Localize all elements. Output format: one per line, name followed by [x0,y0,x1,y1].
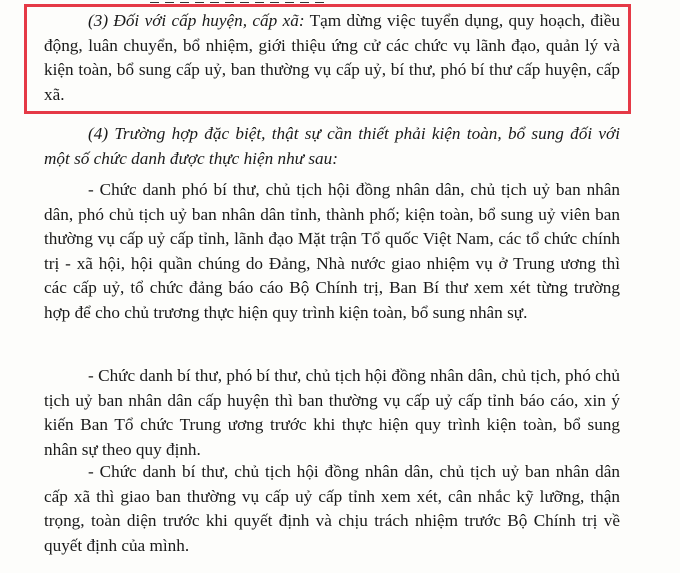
cropped-text-fragment [150,0,370,3]
section-3-paragraph [44,9,620,107]
section-3-heading: (3) Đối với cấp huyện, cấp xã: [88,11,305,30]
dash-item-2: - Chức danh bí thư, phó bí thư, chủ tịch hội đồng nhân dân, chủ tịch, phó chủ tịch uỷ ban nhân dân cấp huyện thì ban thường vụ cấp uỷ cấp tỉnh báo cáo, xin ý kiến Ban Tổ chức Trung ương trước khi thực hiện quy trình kiện toàn, bổ sung nhân sự theo quy định. [44,366,620,459]
dash-item-1: - Chức danh phó bí thư, chủ tịch hội đồng nhân dân, chủ tịch uỷ ban nhân dân, phó chủ tịch uỷ ban nhân dân tỉnh, thành phố; kiện toàn, bổ sung uỷ viên ban thường vụ cấp uỷ cấp tỉnh, lãnh đạo Mặt trận Tổ quốc Việt Nam, các tổ chức chính trị - xã hội, hội quần chúng do Đảng, Nhà nước giao nhiệm vụ ở Trung ương thì các cấp uỷ, tổ chức đảng báo cáo Bộ Chính trị, Ban Bí thư xem xét từng trường hợp để cho chủ trương thực hiện quy trình kiện toàn, bổ sung nhân sự. [44,180,620,322]
dash-item-3: - Chức danh bí thư, chủ tịch hội đồng nhân dân, chủ tịch uỷ ban nhân dân cấp xã thì giao ban thường vụ cấp uỷ cấp tỉnh xem xét, cân nhắc kỹ lưỡng, thận trọng, toàn diện trước khi quyết định và chịu trách nhiệm trước Bộ Chính trị về quyết định của mình. [44,462,620,555]
section-3-body: Tạm dừng việc tuyển dụng, quy hoạch, điều động, luân chuyển, bổ nhiệm, giới thiệu ứng cử các chức vụ lãnh đạo, quản lý và kiện toàn, bổ sung cấp uỷ, ban thường vụ cấp uỷ, bí thư, phó bí thư cấp huyện, cấp xã. [44,11,620,104]
section-4-heading: (4) Trường hợp đặc biệt, thật sự cần thiết phải kiện toàn, bổ sung đối với một số chức danh được thực hiện như sau: [44,124,620,168]
